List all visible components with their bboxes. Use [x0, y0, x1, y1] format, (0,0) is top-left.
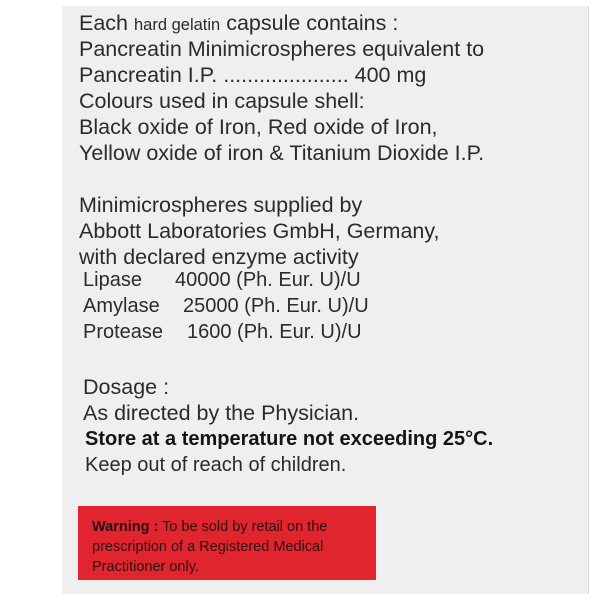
- warning-line-2: prescription of a Registered Medical: [92, 539, 324, 555]
- each-word: Each: [79, 11, 129, 35]
- children-warning: Keep out of reach of children.: [85, 454, 347, 476]
- composition-line-3: Pancreatin I.P. ..................... 400 mg: [79, 63, 427, 87]
- enzyme-name: Lipase: [83, 269, 142, 291]
- dosage-instruction: As directed by the Physician.: [83, 401, 360, 425]
- warning-line-3: Practitioner only.: [92, 559, 199, 575]
- enzyme-name: Amylase: [83, 295, 160, 317]
- enzyme-row-amylase: [83, 294, 369, 318]
- enzyme-row-lipase: [83, 268, 361, 292]
- warning-line-1: [92, 517, 366, 537]
- enzyme-row-protease: [83, 320, 362, 344]
- dosage-heading: Dosage :: [83, 375, 170, 399]
- supplier-line-1: Minimicrospheres supplied by: [79, 193, 363, 217]
- warning-text-1: To be sold by retail on the: [162, 519, 328, 535]
- enzyme-activity: 40000 (Ph. Eur. U)/U: [175, 269, 361, 291]
- composition-line-4: Colours used in capsule shell:: [79, 89, 365, 113]
- supplier-line-2: Abbott Laboratories GmbH, Germany,: [79, 219, 440, 243]
- composition-line-5: Black oxide of Iron, Red oxide of Iron,: [79, 115, 438, 139]
- composition-line-6: Yellow oxide of iron & Titanium Dioxide I.P.: [79, 141, 485, 165]
- supplier-line-3: with declared enzyme activity: [79, 245, 359, 269]
- warning-title: Warning :: [92, 519, 159, 535]
- composition-line-1: [79, 10, 398, 38]
- composition-line-2: Pancreatin Minimicrospheres equivalent to: [79, 37, 485, 61]
- enzyme-activity: 25000 (Ph. Eur. U)/U: [183, 295, 369, 317]
- enzyme-activity: 1600 (Ph. Eur. U)/U: [187, 321, 362, 343]
- enzyme-name: Protease: [83, 321, 164, 343]
- capsule-contains-text: capsule contains :: [226, 11, 399, 35]
- warning-box: [78, 506, 376, 580]
- storage-instruction: Store at a temperature not exceeding 25°C.: [85, 428, 494, 450]
- hard-gelatin-text: hard gelatin: [134, 16, 221, 34]
